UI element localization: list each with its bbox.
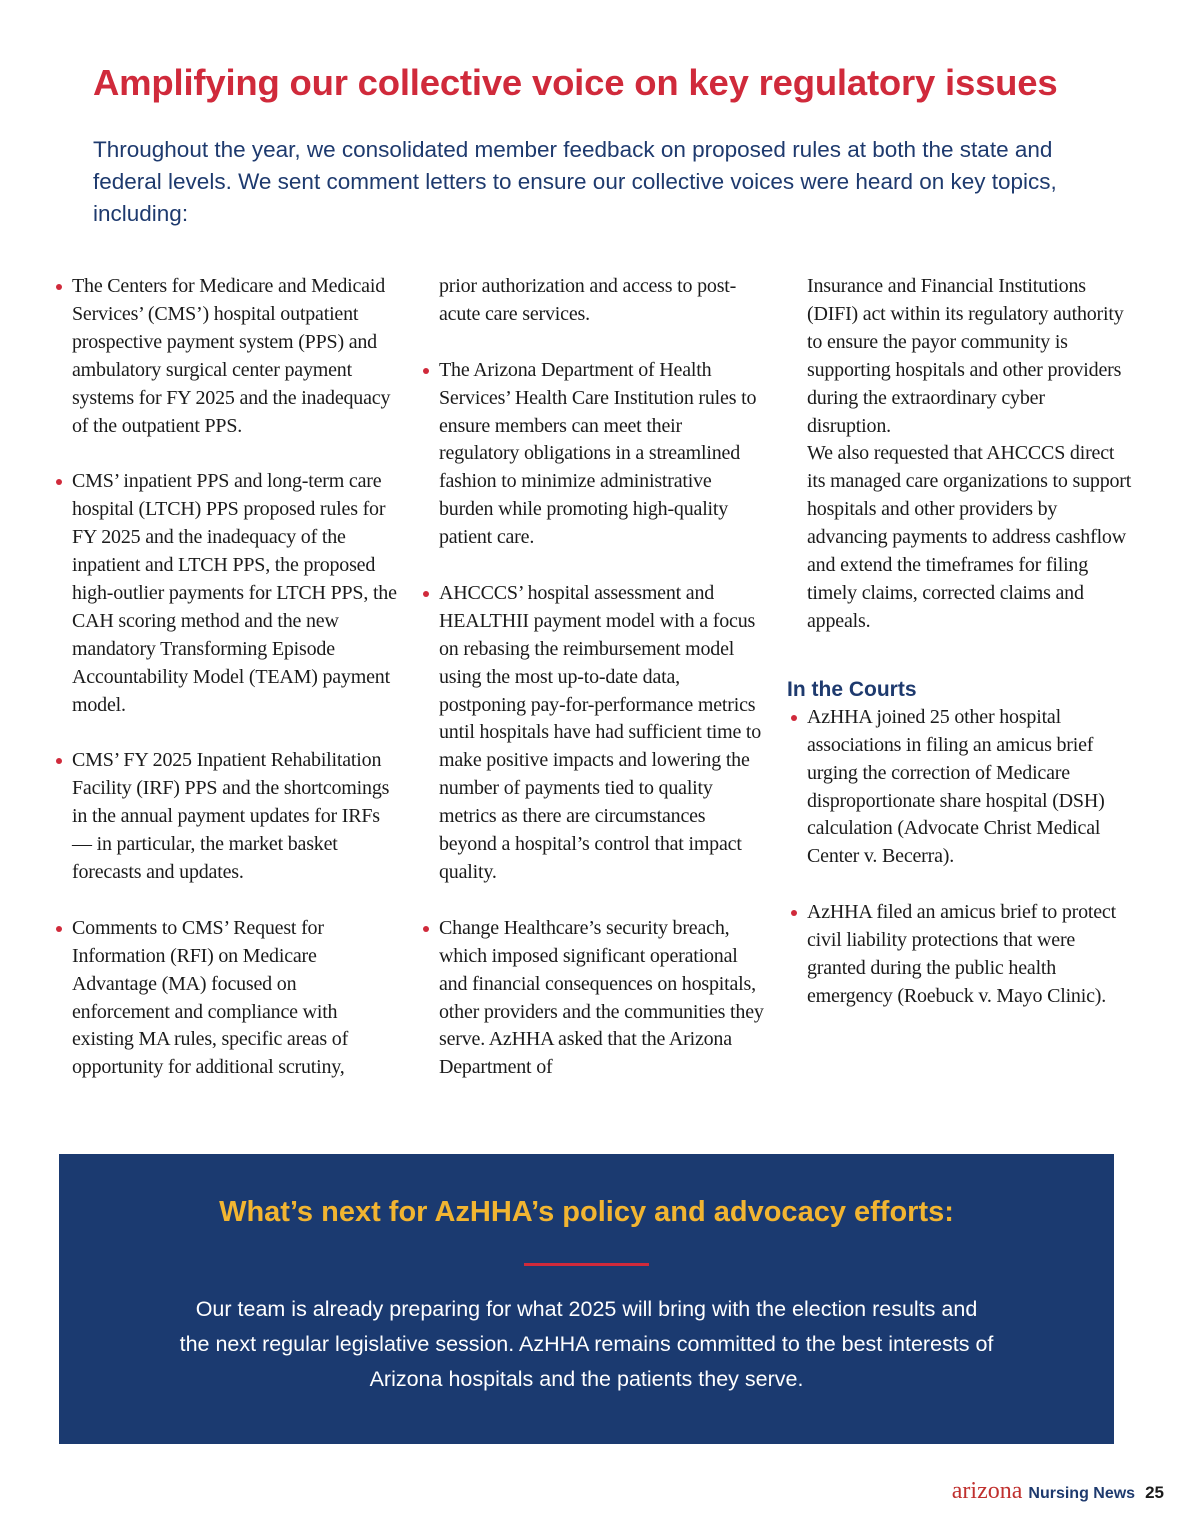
brand-logo: arizona: [951, 1478, 1023, 1504]
list-item: Change Healthcare’s security breach, which imposed significant operational and financial consequences on hospitals, other providers and the communities they serve. AzHHA asked that the Arizona Department of: [419, 915, 764, 1082]
list-item: CMS’ FY 2025 Inpatient Rehabilitation Facility (IRF) PPS and the shortcomings in the annual payment updates for IRFs — in particular, the market basket forecasts and updates.: [52, 747, 397, 887]
divider: [524, 1263, 649, 1266]
list-item: The Centers for Medicare and Medicaid Services’ (CMS’) hospital outpatient prospective payment system (PPS) and ambulatory surgical center payment systems for FY 2025 and the inadequacy of the outpatient PPS.: [52, 273, 397, 440]
list-item-continued: We also requested that AHCCCS direct its managed care organizations to support hospitals and other providers by advancing payments to address cashflow and extend the timeframes for filing timely claims, corrected claims and appeals.: [807, 442, 1132, 632]
page-footer: [952, 1478, 1164, 1505]
page-number: 25: [1145, 1483, 1164, 1502]
intro-paragraph: Throughout the year, we consolidated member feedback on proposed rules at both the state and federal levels. We sent comment letters to ensure our collective voices were heard on key topics, including:: [93, 137, 1057, 226]
list-item: CMS’ inpatient PPS and long-term care hospital (LTCH) PPS proposed rules for FY 2025 and the inadequacy of the inpatient and LTCH PPS, the proposed high-outlier payments for LTCH PPS, the CAH scoring method and the new mandatory Transforming Episode Accountability Model (TEAM) payment model.: [52, 468, 397, 719]
publication-name: Nursing News: [1028, 1485, 1136, 1502]
list-item: Comments to CMS’ Request for Information (RFI) on Medicare Advantage (MA) focused on enforcement and compliance with existing MA rules, specific areas of opportunity for additional scrutiny,: [52, 915, 397, 1082]
page-title: Amplifying our collective voice on key regulatory issues: [93, 62, 1058, 103]
column-3: [787, 273, 1132, 1011]
list-item: The Arizona Department of Health Services’ Health Care Institution rules to ensure members can meet their regulatory obligations in a streamlined fashion to minimize administrative burden while promoting high-quality patient care.: [419, 357, 764, 552]
list-item-continued: Insurance and Financial Institutions (DIFI) act within its regulatory authority to ensure the payor community is supporting hospitals and other providers during the extraordinary cyber disruption.: [807, 275, 1124, 437]
list-item: AHCCCS’ hospital assessment and HEALTHII payment model with a focus on rebasing the reimbursement model using the most up-to-date data, postponing pay-for-performance metrics until hospitals have had sufficient time to make positive impacts and lowering the number of payments tied to quality metrics as there are circumstances beyond a hospital’s control that impact quality.: [419, 580, 764, 887]
column-1: [52, 273, 397, 1082]
column-2: [419, 273, 764, 1082]
callout-title: What’s next for AzHHA’s policy and advocacy efforts:: [219, 1196, 954, 1228]
list-item: AzHHA filed an amicus brief to protect civil liability protections that were granted during the public health emergency (Roebuck v. Mayo Clinic).: [787, 899, 1132, 1011]
list-item: AzHHA joined 25 other hospital associations in filing an amicus brief urging the correction of Medicare disproportionate share hospital (DSH) calculation (Advocate Christ Medical Center v. Becerra).: [787, 704, 1132, 871]
list-item-continued: prior authorization and access to post-acute care services.: [439, 275, 737, 325]
callout-box: [59, 1154, 1114, 1444]
courts-heading: In the Courts: [787, 677, 917, 701]
callout-body: Our team is already preparing for what 2025 will bring with the election results and the next regular legislative session. AzHHA remains committed to the best interests of Arizona hospitals and the patients they serve.: [179, 1297, 994, 1391]
